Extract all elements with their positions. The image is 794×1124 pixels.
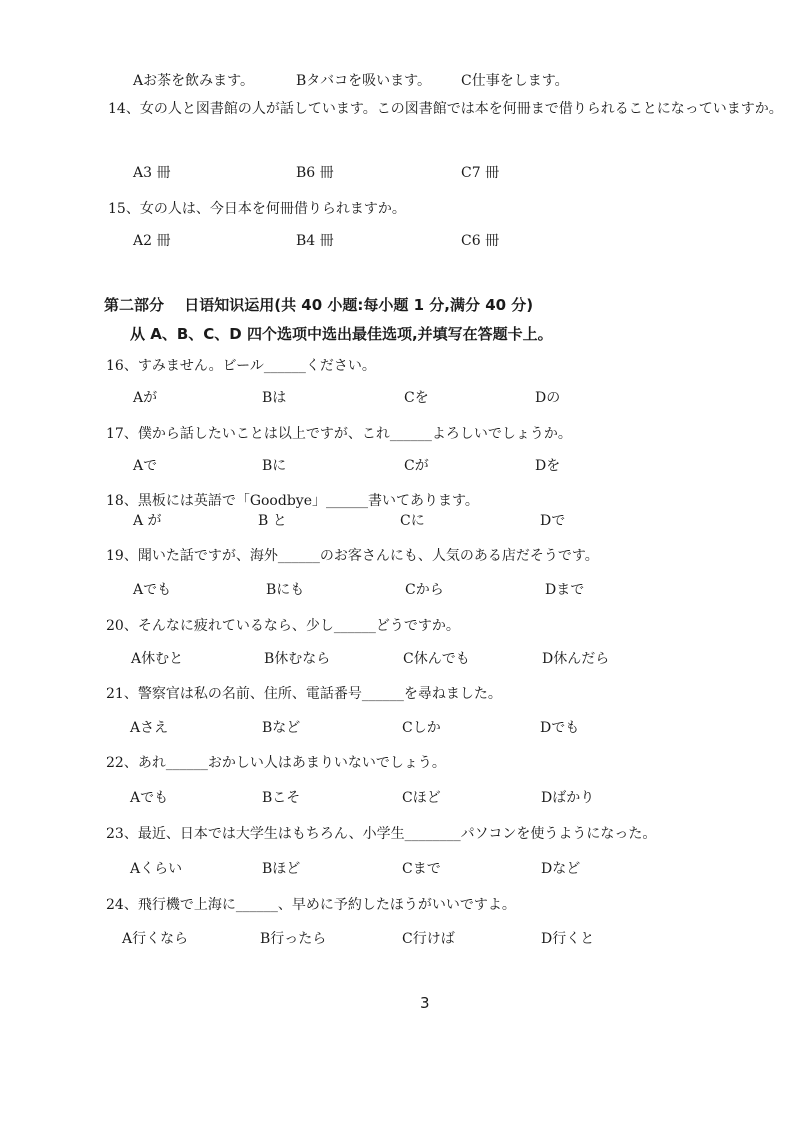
option-a: A休むと [131,651,184,667]
option-b: Bこそ [262,790,301,806]
section-2-title: 第二部分 日语知识运用(共 40 小题:每小题 1 分,满分 40 分) [104,296,534,314]
option-b: Bなど [262,720,301,736]
option-a: Aさえ [130,720,169,736]
q13-option-c: C仕事をします。 [461,73,569,89]
option-d: Dの [535,390,561,406]
option-b: B行ったら [260,931,327,947]
option-b: Bにも [266,582,305,598]
question-stem: 19、聞いた話ですが、海外______のお客さんにも、人気のある店だそうです。 [106,548,599,564]
option-b: Bほど [262,861,301,877]
q15-option-b: B4 冊 [296,233,334,249]
option-b: Bに [262,458,287,474]
option-d: Dを [535,458,561,474]
option-b: B休むなら [264,651,331,667]
option-c: Cほど [402,790,441,806]
option-a: A行くなら [122,931,189,947]
question-stem: 20、そんなに疲れているなら、少し______どうですか。 [106,618,460,634]
question-stem: 22、あれ______おかしい人はあまりいないでしょう。 [106,755,446,771]
option-a: A が [133,513,162,529]
q13-option-b: Bタバコを吸います。 [296,73,432,89]
option-c: Cしか [402,720,441,736]
option-c: Cに [400,513,425,529]
page-number: 3 [420,994,430,1012]
option-b: Bは [262,390,287,406]
option-d: Dでも [540,720,580,736]
question-stem: 21、警察官は私の名前、住所、電話番号______を尋ねました。 [106,686,502,702]
option-c: Cから [405,582,444,598]
question-stem: 16、すみません。ビール______ください。 [106,358,376,374]
option-d: Dなど [541,861,581,877]
question-stem: 17、僕から話したいことは以上ですが、これ______よろしいでしょうか。 [106,426,572,442]
q14-option-a: A3 冊 [133,165,171,181]
question-stem: 18、黒板には英語で「Goodbye」______書いてあります。 [106,493,479,509]
option-a: Aが [133,390,158,406]
option-c: Cを [404,390,429,406]
option-d: Dで [540,513,566,529]
option-c: C行けば [402,931,455,947]
option-c: C休んでも [403,651,470,667]
q14-option-b: B6 冊 [296,165,334,181]
option-a: Aで [133,458,158,474]
q15-option-a: A2 冊 [133,233,171,249]
q15-stem: 15、女の人は、今日本を何冊借りられますか。 [108,201,406,217]
option-c: Cまで [402,861,441,877]
q14-option-c: C7 冊 [461,165,500,181]
option-a: Aでも [130,790,169,806]
q13-option-a: Aお茶を飲みます。 [133,73,254,89]
section-2-instruction: 从 A、B、C、D 四个选项中选出最佳选项,并填写在答题卡上。 [130,325,553,343]
option-c: Cが [404,458,429,474]
option-a: Aでも [133,582,172,598]
option-d: Dばかり [541,790,595,806]
q14-stem: 14、女の人と図書館の人が話しています。この図書館では本を何冊まで借りられることになっていますか。 [108,101,783,117]
option-b: B と [258,513,287,529]
question-stem: 23、最近、日本では大学生はもちろん、小学生________パソコンを使うようになった。 [106,826,657,842]
option-d: D行くと [541,931,595,947]
option-d: Dまで [545,582,585,598]
question-stem: 24、飛行機で上海に______、早めに予約したほうがいいですよ。 [106,897,516,913]
option-a: Aくらい [130,861,183,877]
q15-option-c: C6 冊 [461,233,500,249]
option-d: D休んだら [542,651,610,667]
